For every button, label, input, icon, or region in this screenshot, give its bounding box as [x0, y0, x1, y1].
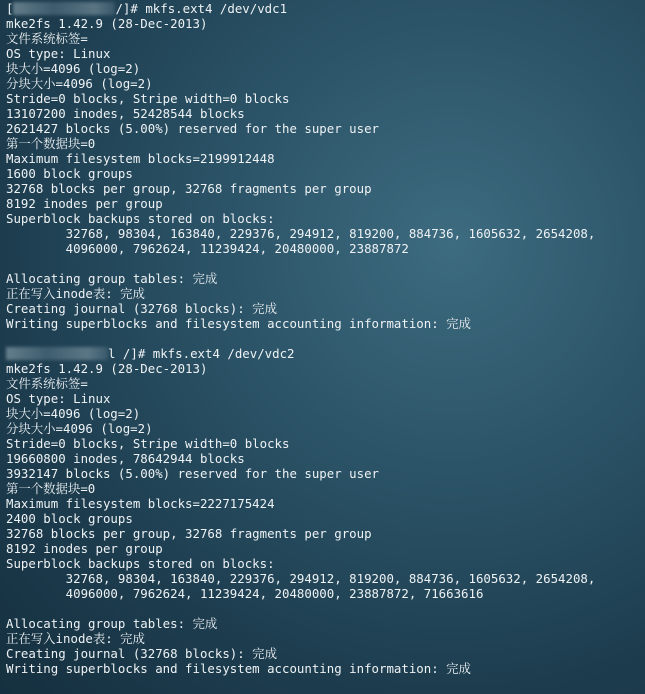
output-line: Writing superblocks and filesystem accounting information: 完成	[6, 661, 471, 676]
prompt-tail: l /]#	[108, 346, 153, 361]
output-line: 4096000, 7962624, 11239424, 20480000, 23887872	[6, 241, 409, 256]
output-line: OS type: Linux	[6, 46, 111, 61]
output-line: 32768 blocks per group, 32768 fragments per group	[6, 526, 372, 541]
output-line: 2621427 blocks (5.00%) reserved for the super user	[6, 121, 379, 136]
output-line: Maximum filesystem blocks=2227175424	[6, 496, 275, 511]
output-line: 分块大小=4096 (log=2)	[6, 421, 153, 436]
output-line: 4096000, 7962624, 11239424, 20480000, 23887872, 71663616	[6, 586, 484, 601]
spacer	[6, 331, 645, 346]
command-output	[6, 361, 645, 676]
command-text: mkfs.ext4 /dev/vdc1	[145, 1, 288, 16]
output-line: mke2fs 1.42.9 (28-Dec-2013)	[6, 16, 208, 31]
command-prompt-line	[6, 1, 645, 16]
output-line: 19660800 inodes, 78642944 blocks	[6, 451, 245, 466]
output-line: Allocating group tables: 完成	[6, 271, 218, 286]
output-line: 13107200 inodes, 52428544 blocks	[6, 106, 245, 121]
redacted-hostname	[6, 347, 108, 360]
output-line	[6, 256, 645, 271]
output-line: 3932147 blocks (5.00%) reserved for the super user	[6, 466, 379, 481]
output-line: Allocating group tables: 完成	[6, 616, 218, 631]
redacted-hostname	[13, 2, 115, 15]
output-line: 8192 inodes per group	[6, 196, 163, 211]
output-line: 分块大小=4096 (log=2)	[6, 76, 153, 91]
output-line: 第一个数据块=0	[6, 481, 96, 496]
output-line: 32768, 98304, 163840, 229376, 294912, 819200, 884736, 1605632, 2654208,	[6, 226, 596, 241]
output-line: 块大小=4096 (log=2)	[6, 61, 141, 76]
output-line: Creating journal (32768 blocks): 完成	[6, 301, 277, 316]
command-prompt-line	[6, 346, 645, 361]
output-line: Stride=0 blocks, Stripe width=0 blocks	[6, 91, 290, 106]
command-output	[6, 16, 645, 331]
output-line: mke2fs 1.42.9 (28-Dec-2013)	[6, 361, 208, 376]
prompt-open: [	[6, 1, 14, 16]
command-text: mkfs.ext4 /dev/vdc2	[152, 346, 295, 361]
output-line: 2400 block groups	[6, 511, 133, 526]
output-line: OS type: Linux	[6, 391, 111, 406]
output-line	[6, 601, 645, 616]
output-line: Maximum filesystem blocks=2199912448	[6, 151, 275, 166]
output-line: Stride=0 blocks, Stripe width=0 blocks	[6, 436, 290, 451]
output-line: 文件系统标签=	[6, 31, 88, 46]
output-line: 32768 blocks per group, 32768 fragments per group	[6, 181, 372, 196]
prompt-tail: /]#	[115, 1, 146, 16]
output-line: 1600 block groups	[6, 166, 133, 181]
output-line: Superblock backups stored on blocks:	[6, 211, 275, 226]
output-line: 文件系统标签=	[6, 376, 88, 391]
output-line: Writing superblocks and filesystem accounting information: 完成	[6, 316, 471, 331]
output-line: 正在写入inode表: 完成	[6, 631, 145, 646]
output-line: 第一个数据块=0	[6, 136, 96, 151]
output-line: 8192 inodes per group	[6, 541, 163, 556]
output-line: 正在写入inode表: 完成	[6, 286, 145, 301]
output-line: Superblock backups stored on blocks:	[6, 556, 275, 571]
output-line: 块大小=4096 (log=2)	[6, 406, 141, 421]
output-line: 32768, 98304, 163840, 229376, 294912, 819200, 884736, 1605632, 2654208,	[6, 571, 596, 586]
output-line: Creating journal (32768 blocks): 完成	[6, 646, 277, 661]
